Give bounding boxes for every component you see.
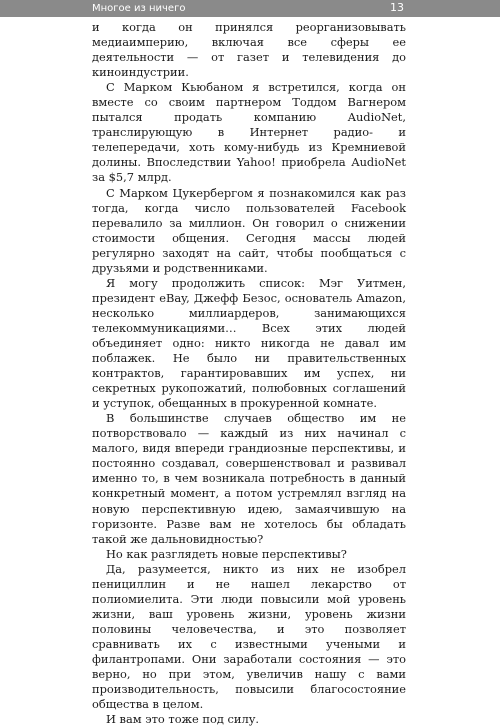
- paragraph-mark-zuckerberg: С Марком Цукербергом я познакомился как раз тогда, когда число пользователей Facebook перевалило за миллион. Он говорил о снижении стоимости общения. Сегодня массы людей регулярно заходят на сайт, чтобы пообщаться с друзьями и родственниками.: [92, 185, 406, 275]
- running-header: [0, 0, 500, 17]
- page-number: 13: [390, 1, 404, 14]
- paragraph-continuation: и когда он принялся реорганизовывать медиаимперию, включая все сферы ее деятельности — от газет и телевидения до киноиндустрии.: [92, 20, 406, 80]
- paragraph-closing: И вам это тоже под силу.: [106, 712, 260, 727]
- page-body: [92, 20, 406, 727]
- paragraph-question: Но как разглядеть новые перспективы?: [106, 546, 347, 561]
- paragraph-living-standards: Да, разумеется, никто из них не изобрел пенициллин и не нашел лекарство от полиомиелита. Эти люди повысили мой уровень жизни, ваш уровень жизни, уровень жизни половины человечества, и это позволяет сравнивать их с известными учеными и филантропами. Они заработали состояния — это верно, но при этом, увеличив нашу с вами производительность, повысили благосостояние общества в целом.: [92, 561, 406, 712]
- paragraph-started-small: В большинстве случаев общество им не потворствовало — каждый из них начинал с малого, видя впереди грандиозные перспективы, и постоянно создавал, совершенствовал и развивал именно то, в чем возникала потребность в данный конкретный момент, а потом устремлял взгляд на новую перспективную идею, замаячившую на горизонте. Разве вам не хотелось бы обладать такой же дальновидностью?: [92, 411, 406, 546]
- paragraph-mark-cuban: С Марком Кьюбаном я встретился, когда он вместе со своим партнером Тоддом Вагнером пытался продать компанию AudioNet, транслирующую в Интернет радио- и телепередачи, хоть кому-нибудь из Кремниевой долины. Впоследствии Yahoo! приобрела AudioNet за $5,7 млрд.: [92, 80, 406, 185]
- running-header-title: Многое из ничего: [92, 3, 186, 14]
- paragraph-list-of-founders: Я могу продолжить список: Мэг Уитмен, президент eBay, Джефф Безос, основатель Amazon, несколько миллиардеров, занимающихся телекоммуникациями… Всех этих людей объединяет одно: никто никогда не давал им поблажек. Не было ни правительственных контрактов, гарантировавших им успех, ни секретных рукопожатий, полюбовных соглашений и уступок, обещанных в прокуренной комнате.: [92, 275, 406, 411]
